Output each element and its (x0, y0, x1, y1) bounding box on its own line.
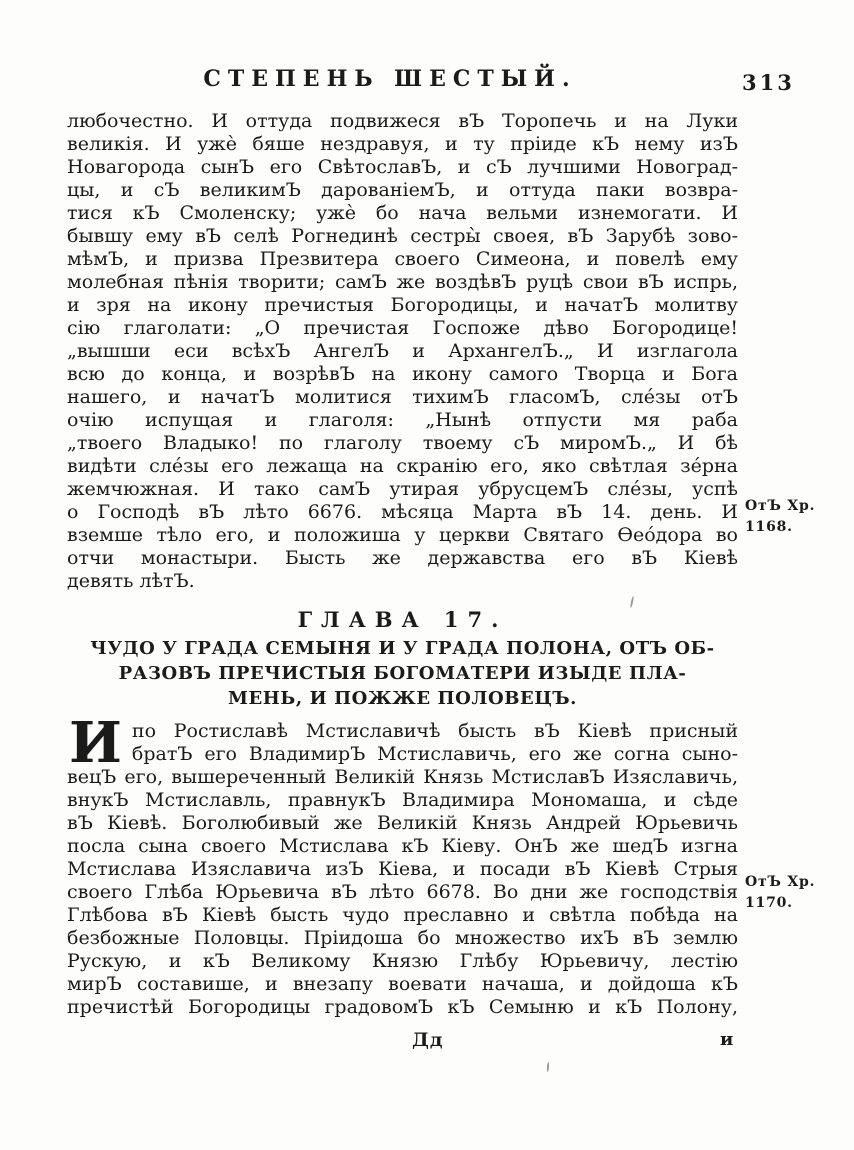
text-line: „вышши еси всѣхЪ АнгелЪ и АрхангелЪ.„ И изглагола (67, 340, 738, 362)
text-line: бывшу ему вЪ селѣ Рогнединѣ сестры̀ своея, вЪ Зарубѣ зово- (67, 225, 738, 247)
text-line: вецЪ его, вышереченный Великій Князь МстиславЪ Изяславичь, (67, 766, 738, 788)
chapter-title (67, 636, 738, 711)
text-line: Глѣбова вЪ Кіевѣ бысть чудо преславно и свѣтла побѣда на (67, 904, 738, 926)
text-column (67, 110, 738, 1019)
text-line: Новагорода сынЪ его СвѣтославЪ, и сЪ лучшими Новоград- (67, 156, 738, 178)
text-line: вземше тѣло его, и положиша у церкви Святаго Ѳео́дора во (67, 524, 738, 546)
text-line: МЕНЬ, И ПОЖЖЕ ПОЛОВЕЦЪ. (227, 688, 578, 709)
paper-speck (547, 1062, 550, 1072)
text-line: посла сына своего Мстислава кЪ Кіеву. ОнЪ же шедЪ изгна (67, 835, 738, 857)
text-line: молебная пѣнія творити; самЪ же воздѣвЪ руцѣ свои вЪ испрь, (67, 271, 738, 293)
text-line: внукЪ Мстиславль, правнукЪ Владимира Мономаша, и сѣде (67, 789, 738, 811)
text-line: видѣти сле́зы его лежаща на скранію его, яко свѣтлая зе́рна (67, 455, 738, 477)
catchword: и (720, 1029, 734, 1050)
text-line: и зря на икону пречистыя Богородицы, и начатЪ молитву (67, 294, 738, 316)
margin-note-year: 1168. (745, 519, 793, 535)
text-line: Мстислава Изяславича изЪ Кіева, и посади вЪ Кіевѣ Стрыя (67, 858, 738, 880)
paragraph-chapter-17 (67, 710, 738, 1019)
text-line: отчи монастыри. Бысть же державства его вЪ Кіевѣ (67, 547, 738, 569)
text-line: мирЪ составише, и внезапу воевати начаша, и дойдоша кЪ (67, 973, 738, 995)
page-number: 313 (742, 70, 795, 95)
running-title: СТЕПЕНЬ ШЕСТЫЙ. (203, 66, 577, 92)
text-line: великія. И ужѐ бяше нездравуя, и ту пріиде кЪ нему изЪ (67, 133, 738, 155)
text-line: цы, и сЪ великимЪ дарованіемЪ, и оттуда паки возвра- (67, 179, 738, 201)
margin-note-year-1168 (745, 496, 851, 538)
chapter-heading: ГЛАВА 17. (297, 607, 508, 632)
text-line: девять лѣтЪ. (67, 570, 195, 592)
text-line: по Ростиславѣ Мстиславичѣ бысть вЪ Кіевѣ присный (131, 720, 738, 742)
text-line: о Господѣ вЪ лѣто 6676. мѣсяца Марта вЪ 14. день. И (67, 501, 738, 523)
text-line: братЪ его ВладимирЪ Мстиславичь, его же согна сыно- (131, 743, 738, 765)
text-line: жемчюжная. И тако самЪ утирая убрусцемЪ сле́зы, успѣ (67, 478, 738, 500)
text-line: сію глаголати: „О пречистая Госпоже дѣво Богородице! (67, 317, 738, 339)
text-line: очію испущая и глаголя: „Нынѣ отпусти мя раба (67, 409, 738, 431)
text-line: своего Глѣба Юрьевича вЪ лѣто 6678. Во дни же господствія (67, 881, 738, 903)
text-line: мѣмЪ, и призва Презвитера своего Симеона, и повелѣ ему (67, 248, 738, 270)
text-line: безбожные Половцы. Пріидоша бо множество ихЪ вЪ землю (67, 927, 738, 949)
paragraph-chapter-17-lines (67, 710, 738, 1019)
text-line: Рускую, и кЪ Великому Князю Глѣбу Юрьевичу, лестію (67, 950, 738, 972)
text-line: вЪ Кіевѣ. Боголюбивый же Великій Князь Андрей Юрьевичь (67, 812, 738, 834)
text-line: „твоего Владыко! по глаголу твоему сЪ миромЪ.„ И бѣ (67, 432, 738, 454)
text-line: нашего, и начатЪ молитися тихимЪ гласомЪ, сле́зы отЪ (67, 386, 738, 408)
margin-note-label: ОтЪ Хр. (745, 498, 816, 514)
text-line: тися кЪ Смоленску; ужѐ бо нача вельми изнемогати. И (67, 202, 738, 224)
text-line: всю до конца, и возрѣвЪ на икону самого Творца и Бога (67, 363, 738, 385)
text-line: ЧУДО У ГРАДА СЕМЫНЯ И У ГРАДА ПОЛОНА, ОТЪ ОБ- (90, 638, 715, 659)
drop-cap-initial: И (69, 710, 122, 776)
gathering-signature: Дд (412, 1029, 444, 1051)
text-line: пречистѣй Богородицы градовомЪ кЪ Семыню и кЪ Полону, (67, 996, 738, 1018)
text-line: любочестно. И оттуда подвижеся вЪ Торопечь и на Луки (67, 110, 738, 132)
margin-note-year-1170 (745, 872, 851, 914)
text-line: РАЗОВЪ ПРЕЧИСТЫЯ БОГОМАТЕРИ ИЗЫДЕ ПЛА- (118, 663, 687, 684)
paragraph-continuation (67, 110, 738, 593)
margin-note-year: 1170. (745, 895, 793, 911)
margin-note-label: ОтЪ Хр. (745, 874, 816, 890)
